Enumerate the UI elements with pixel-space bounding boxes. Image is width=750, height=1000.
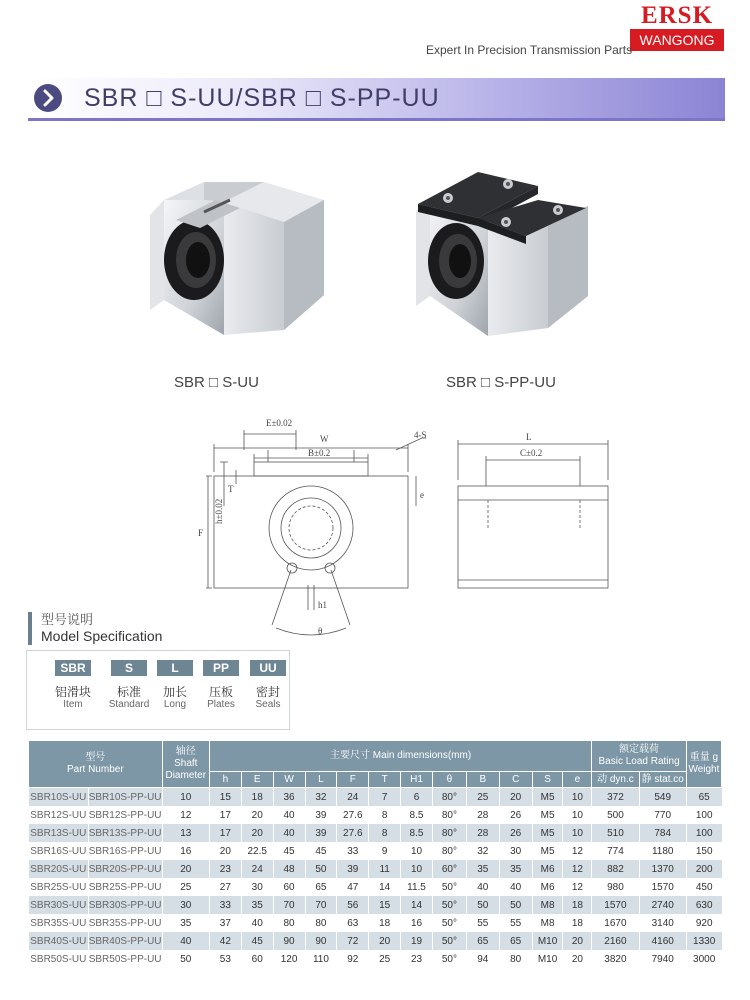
table-cell: 39 [337,860,369,878]
col-l: L [305,772,337,788]
table-cell: SBR12S-PP-UU [88,806,162,824]
table-cell: 36 [273,788,305,807]
table-cell: 72 [337,932,369,950]
table-cell: 27 [209,878,241,896]
table-cell: SBR50S-UU [29,950,89,968]
table-cell: 10 [563,824,592,842]
table-cell: 23 [401,950,433,968]
model-spec-title-en: Model Specification [41,628,163,644]
header-load-cn: 额定载荷 [619,744,660,755]
dim-label-e-tol: E±0.02 [266,418,293,428]
table-cell: 784 [639,824,686,842]
table-cell: 53 [209,950,241,968]
table-cell: 70 [273,896,305,914]
table-cell: SBR20S-PP-UU [88,860,162,878]
table-cell: 56 [337,896,369,914]
col-e-upper: E [241,772,273,788]
header-shaft-en: Shaft [174,758,198,769]
table-cell: SBR10S-PP-UU [88,788,162,807]
table-cell: 7 [369,788,401,807]
table-cell: 20 [241,806,273,824]
table-cell: SBR50S-PP-UU [88,950,162,968]
table-cell: 80 [499,950,532,968]
header-shaft-en2: Diameter [165,770,207,781]
table-cell: M8 [532,914,563,932]
table-cell: M5 [532,842,563,860]
col-t: T [369,772,401,788]
table-cell: 26 [499,806,532,824]
table-cell: 15 [369,896,401,914]
table-cell: 80° [432,824,466,842]
table-cell: 10 [563,788,592,807]
table-cell: 8.5 [401,824,433,842]
code-tag: L [157,660,193,676]
table-cell: 40 [162,932,209,950]
brand-tagline: Expert In Precision Transmission Parts [426,43,633,57]
table-cell: M5 [532,824,563,842]
header-weight [686,741,721,788]
code-tag: UU [250,660,286,676]
table-cell: 9 [369,842,401,860]
chevron-right-icon [34,84,62,112]
table-cell: 20 [162,860,209,878]
brand-name: ERSK [640,2,714,29]
table-cell: 150 [686,842,721,860]
dim-label-t: T [228,484,234,494]
model-code-uu [238,659,298,711]
model-code-sbr [43,659,103,711]
table-cell: SBR10S-UU [29,788,89,807]
table-cell: 30 [162,896,209,914]
table-cell: SBR13S-PP-UU [88,824,162,842]
table-cell: 45 [241,932,273,950]
table-cell: 1370 [639,860,686,878]
table-cell: 500 [592,806,639,824]
table-cell: 630 [686,896,721,914]
table-row [29,932,722,950]
table-cell: 94 [466,950,499,968]
dim-label-b-tol: B±0.2 [308,448,331,458]
table-cell: 549 [639,788,686,807]
table-body [29,788,722,969]
table-cell: 45 [305,842,337,860]
table-cell: 50° [432,932,466,950]
header-main-dimensions: 主要尺寸 Main dimensions(mm) [209,741,591,772]
table-cell: 16 [162,842,209,860]
code-en: Seals [255,699,281,710]
table-cell: 30 [241,878,273,896]
table-cell: 4160 [639,932,686,950]
table-cell: SBR25S-PP-UU [88,878,162,896]
table-cell: 33 [209,896,241,914]
table-cell: 24 [337,788,369,807]
table-cell: 1180 [639,842,686,860]
table-cell: 14 [401,896,433,914]
table-cell: SBR30S-UU [29,896,89,914]
table-cell: 11.5 [401,878,433,896]
dim-label-s: 4-S [414,430,427,440]
table-cell: M5 [532,788,563,807]
table-cell: 8.5 [401,806,433,824]
table-cell: 92 [337,950,369,968]
table-cell: 50 [305,860,337,878]
code-en: Item [63,699,83,710]
table-cell: M8 [532,896,563,914]
table-cell: 25 [369,950,401,968]
table-cell: 8 [369,806,401,824]
table-cell: 60 [273,878,305,896]
table-cell: 27.6 [337,806,369,824]
table-cell: 3140 [639,914,686,932]
table-cell: SBR12S-UU [29,806,89,824]
table-row [29,950,722,968]
table-cell: 55 [466,914,499,932]
table-cell: 23 [209,860,241,878]
table-cell: 19 [401,932,433,950]
code-en: Plates [207,699,235,710]
table-row [29,860,722,878]
table-cell: 24 [241,860,273,878]
table-cell: 1330 [686,932,721,950]
table-cell: 10 [563,806,592,824]
table-cell: 20 [209,842,241,860]
table-cell: 10 [162,788,209,807]
dim-label-h-tol: h±0.02 [214,498,224,524]
table-cell: 45 [273,842,305,860]
table-cell: 18 [241,788,273,807]
table-cell: 80° [432,788,466,807]
technical-drawing [196,410,616,650]
table-cell: 35 [241,896,273,914]
table-cell: 12 [563,878,592,896]
table-cell: 17 [209,824,241,842]
table-cell: 12 [563,860,592,878]
table-cell: 20 [369,932,401,950]
table-cell: SBR25S-UU [29,878,89,896]
table-cell: SBR35S-PP-UU [88,914,162,932]
table-cell: 15 [209,788,241,807]
table-cell: 35 [162,914,209,932]
dim-label-c-tol: C±0.2 [520,448,543,458]
table-cell: SBR16S-PP-UU [88,842,162,860]
table-cell: SBR16S-UU [29,842,89,860]
code-cn: 标准 [116,685,141,699]
col-f: F [337,772,369,788]
table-row [29,878,722,896]
table-cell: 80 [273,914,305,932]
dim-label-l: L [526,432,532,442]
table-cell: 25 [162,878,209,896]
table-cell: 18 [369,914,401,932]
col-b: B [466,772,499,788]
header-part-number [29,741,163,788]
header-shaft-cn: 轴径 [175,746,196,757]
col-h1: H1 [401,772,433,788]
table-cell: 16 [401,914,433,932]
table-row [29,824,722,842]
table-cell: 50° [432,878,466,896]
table-cell: 6 [401,788,433,807]
brand-logo [630,2,724,51]
table-cell: 100 [686,806,721,824]
table-cell: 28 [466,824,499,842]
table-cell: 47 [337,878,369,896]
table-cell: 12 [563,842,592,860]
table-cell: 65 [305,878,337,896]
product-caption-sbr-s-pp-uu: SBR □ S-PP-UU [446,374,556,391]
table-cell: 510 [592,824,639,842]
table-row [29,806,722,824]
table-cell: 770 [639,806,686,824]
table-cell: 2740 [639,896,686,914]
table-cell: 90 [305,932,337,950]
table-cell: 2160 [592,932,639,950]
table-cell: M10 [532,950,563,968]
code-tag: PP [203,660,239,676]
table-cell: SBR35S-UU [29,914,89,932]
table-cell: 80 [305,914,337,932]
table-cell: 20 [241,824,273,842]
code-cn: 压板 [208,685,233,699]
table-cell: 100 [686,824,721,842]
col-w: W [273,772,305,788]
table-cell: 50 [499,896,532,914]
table-cell: 40 [273,806,305,824]
header-part-cn: 型号 [85,752,106,763]
table-cell: 65 [466,932,499,950]
table-cell: SBR40S-PP-UU [88,932,162,950]
table-cell: 40 [466,878,499,896]
table-cell: 22.5 [241,842,273,860]
table-cell: 980 [592,878,639,896]
table-cell: 40 [499,878,532,896]
table-cell: 1570 [639,878,686,896]
table-cell: 50° [432,914,466,932]
table-cell: 90 [273,932,305,950]
table-cell: 774 [592,842,639,860]
table-cell: 32 [466,842,499,860]
dim-label-e: e [420,490,424,500]
header-shaft-diameter [162,741,209,788]
table-cell: 18 [563,896,592,914]
product-caption-sbr-s-uu: SBR □ S-UU [174,374,259,391]
table-cell: 27.6 [337,824,369,842]
col-dynamic-load: 动 dyn.c [592,772,639,788]
header-weight-cn: 重量 g [689,752,719,763]
table-cell: 10 [401,860,433,878]
table-row [29,914,722,932]
table-cell: 20 [563,932,592,950]
table-cell: M10 [532,932,563,950]
table-cell: 50° [432,950,466,968]
table-cell: 37 [209,914,241,932]
product-image-sbr-s-pp-uu [408,156,598,351]
table-cell: 40 [273,824,305,842]
table-cell: 20 [499,788,532,807]
dimension-table [28,740,722,968]
table-cell: 65 [686,788,721,807]
table-cell: 3000 [686,950,721,968]
table-cell: 11 [369,860,401,878]
header-load-rating [592,741,687,772]
table-cell: 30 [499,842,532,860]
dim-label-f: F [198,528,204,538]
table-cell: M6 [532,860,563,878]
table-cell: 450 [686,878,721,896]
table-cell: M6 [532,878,563,896]
col-e-lower: e [563,772,592,788]
table-cell: SBR13S-UU [29,824,89,842]
code-tag: SBR [55,660,91,676]
table-cell: 20 [563,950,592,968]
table-cell: 65 [499,932,532,950]
table-cell: 33 [337,842,369,860]
table-cell: 3820 [592,950,639,968]
table-row [29,842,722,860]
table-cell: 63 [337,914,369,932]
table-cell: 42 [209,932,241,950]
table-cell: 1670 [592,914,639,932]
code-cn: 铝滑块 [54,685,91,699]
table-cell: 372 [592,788,639,807]
table-cell: 1570 [592,896,639,914]
table-cell: 39 [305,824,337,842]
brand-subname: WANGONG [630,29,724,51]
col-c: C [499,772,532,788]
product-image-sbr-s-uu [144,160,334,355]
table-cell: SBR30S-PP-UU [88,896,162,914]
table-cell: 12 [162,806,209,824]
model-spec-title-cn: 型号说明 [41,612,94,627]
header-weight-en: Weight [688,764,720,775]
table-cell: 200 [686,860,721,878]
col-theta: θ [432,772,466,788]
page-title: SBR □ S-UU/SBR □ S-PP-UU [84,84,440,112]
table-cell: 40 [241,914,273,932]
table-cell: 8 [369,824,401,842]
dim-label-h1: h1 [318,600,327,610]
header-part-en: Part Number [66,764,124,775]
table-cell: 120 [273,950,305,968]
table-row [29,896,722,914]
code-en: Long [163,699,187,710]
table-cell: 60 [241,950,273,968]
col-h: h [209,772,241,788]
table-cell: 35 [499,860,532,878]
table-cell: 110 [305,950,337,968]
table-cell: 32 [305,788,337,807]
table-cell: 39 [305,806,337,824]
dim-label-theta: θ [318,626,323,636]
table-cell: 920 [686,914,721,932]
code-en: Standard [108,699,150,710]
table-cell: 14 [369,878,401,896]
table-cell: 17 [209,806,241,824]
table-cell: SBR20S-UU [29,860,89,878]
table-row [29,788,722,807]
table-cell: 80° [432,806,466,824]
table-cell: 70 [305,896,337,914]
table-cell: 25 [466,788,499,807]
code-cn: 加长 [162,685,187,699]
col-s: S [532,772,563,788]
table-cell: 50 [162,950,209,968]
table-cell: 7940 [639,950,686,968]
banner-underline [28,118,725,121]
table-cell: 26 [499,824,532,842]
model-spec-box [26,650,290,730]
table-cell: 13 [162,824,209,842]
table-cell: 55 [499,914,532,932]
model-spec-heading [28,612,162,645]
code-tag: S [111,660,147,676]
header-load-en: Basic Load Rating [598,756,680,767]
table-cell: 35 [466,860,499,878]
dim-label-w: W [320,434,329,444]
table-cell: 10 [401,842,433,860]
table-cell: 28 [466,806,499,824]
table-cell: 50 [466,896,499,914]
table-cell: 80° [432,842,466,860]
table-cell: 50° [432,896,466,914]
table-cell: 48 [273,860,305,878]
table-cell: M5 [532,806,563,824]
table-cell: 18 [563,914,592,932]
table-cell: 882 [592,860,639,878]
table-cell: SBR40S-UU [29,932,89,950]
code-cn: 密封 [255,685,280,699]
table-cell: 60° [432,860,466,878]
col-static-load: 静 stat.co [639,772,686,788]
